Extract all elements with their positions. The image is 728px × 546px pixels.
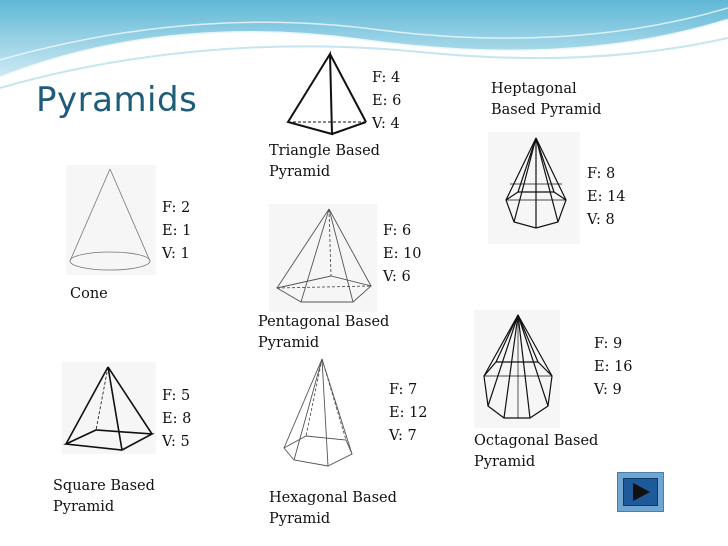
heptagonal-faces: F: 8 bbox=[587, 166, 616, 182]
triangle-pyramid-icon bbox=[282, 50, 370, 140]
heptagonal-pyramid-icon bbox=[496, 134, 576, 234]
square-edges: E: 8 bbox=[162, 411, 192, 427]
pentagonal-edges: E: 10 bbox=[383, 246, 422, 262]
pentagonal-label: Pentagonal Based Pyramid bbox=[258, 314, 390, 351]
heptagonal-stats bbox=[587, 163, 626, 232]
octagonal-faces: F: 9 bbox=[594, 336, 623, 352]
octagonal-pyramid-icon bbox=[478, 312, 558, 426]
slide-title: Pyramids bbox=[36, 80, 198, 120]
cone-label: Cone bbox=[70, 286, 108, 302]
pentagonal-stats bbox=[383, 220, 422, 289]
hexagonal-label: Hexagonal Based Pyramid bbox=[269, 490, 397, 527]
octagonal-edges: E: 16 bbox=[594, 359, 633, 375]
pentagonal-faces: F: 6 bbox=[383, 223, 412, 239]
cone-faces: F: 2 bbox=[162, 200, 191, 216]
triangle-edges: E: 6 bbox=[372, 93, 402, 109]
triangle-stats bbox=[372, 67, 401, 136]
square-label: Square Based Pyramid bbox=[53, 478, 155, 515]
cone-icon bbox=[66, 165, 156, 275]
octagonal-stats bbox=[594, 333, 633, 402]
octagonal-label: Octagonal Based Pyramid bbox=[474, 433, 599, 470]
cone-edges: E: 1 bbox=[162, 223, 192, 239]
heptagonal-edges: E: 14 bbox=[587, 189, 626, 205]
square-pyramid-icon bbox=[62, 364, 156, 454]
next-button-face bbox=[623, 478, 658, 506]
square-stats bbox=[162, 385, 191, 454]
square-faces: F: 5 bbox=[162, 388, 191, 404]
cone-stats bbox=[162, 197, 191, 266]
triangle-vertices: V: 4 bbox=[372, 116, 400, 132]
cone-vertices: V: 1 bbox=[162, 246, 190, 262]
heptagonal-vertices: V: 8 bbox=[587, 212, 615, 228]
hexagonal-edges: E: 12 bbox=[389, 405, 428, 421]
heptagonal-label: Heptagonal Based Pyramid bbox=[491, 81, 602, 118]
next-slide-button[interactable] bbox=[617, 472, 664, 512]
pentagonal-pyramid-icon bbox=[271, 206, 377, 310]
play-right-icon bbox=[624, 479, 657, 505]
hexagonal-vertices: V: 7 bbox=[389, 428, 417, 444]
octagonal-vertices: V: 9 bbox=[594, 382, 622, 398]
hexagonal-pyramid-icon bbox=[276, 356, 360, 472]
hexagonal-stats bbox=[389, 379, 428, 448]
triangle-faces: F: 4 bbox=[372, 70, 401, 86]
triangle-label: Triangle Based Pyramid bbox=[269, 143, 380, 180]
pentagonal-vertices: V: 6 bbox=[383, 269, 411, 285]
hexagonal-faces: F: 7 bbox=[389, 382, 418, 398]
square-vertices: V: 5 bbox=[162, 434, 190, 450]
